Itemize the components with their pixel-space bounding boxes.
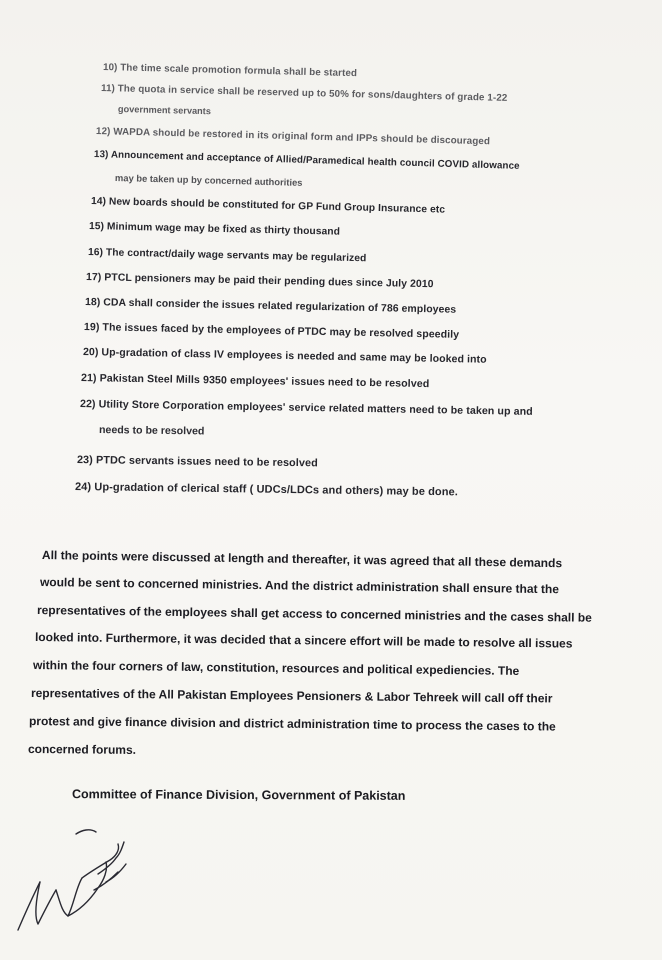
list-item-24: 24) Up-gradation of clerical staff ( UDCs/LDCs and others) may be done. <box>74 481 459 499</box>
paragraph-line: concerned forums. <box>27 742 137 757</box>
paragraph-line: looked into. Furthermore, it was decided that a sincere effort will be made to resolve all issues <box>34 630 573 651</box>
list-item-23: 23) PTDC servants issues need to be resolved <box>76 454 318 470</box>
list-item-13-continuation: may be taken up by concerned authorities <box>114 172 303 188</box>
list-item-15: 15) Minimum wage may be fixed as thirty thousand <box>88 221 341 238</box>
committee-name: Committee of Finance Division, Government of Pakistan <box>71 787 406 803</box>
list-item-11-continuation: government servants <box>117 104 212 117</box>
paragraph-line: All the points were discussed at length and thereafter, it was agreed that all these demands <box>41 548 563 571</box>
paragraph-line: within the four corners of law, constitution, resources and political expediencies. The <box>32 658 520 678</box>
paragraph-line: protest and give finance division and district administration time to process the cases to the <box>28 714 556 734</box>
paragraph-line: representatives of the employees shall get access to concerned ministries and the cases shall be <box>36 603 592 625</box>
list-item-17: 17) PTCL pensioners may be paid their pending dues since July 2010 <box>85 272 434 291</box>
list-item-13: 13) Announcement and acceptance of Allied/Paramedical health council COVID allowance <box>93 149 520 172</box>
list-item-22-continuation: needs to be resolved <box>98 424 205 438</box>
list-item-21: 21) Pakistan Steel Mills 9350 employees' issues need to be resolved <box>80 372 430 391</box>
list-item-11: 11) The quota in service shall be reserved up to 50% for sons/daughters of grade 1-22 <box>100 83 508 104</box>
paragraph-line: would be sent to concerned ministries. And the district administration shall ensure that the <box>39 575 560 597</box>
list-item-20: 20) Up-gradation of class IV employees is needed and same may be looked into <box>82 346 487 366</box>
list-item-19: 19) The issues faced by the employees of PTDC may be resolved speedily <box>83 321 460 341</box>
paragraph-line: representatives of the All Pakistan Employees Pensioners & Labor Tehreek will call off their <box>30 686 553 706</box>
list-item-12: 12) WAPDA should be restored in its original form and IPPs should be discouraged <box>95 126 491 148</box>
list-item-18: 18) CDA shall consider the issues related regularization of 786 employees <box>84 297 457 316</box>
list-item-10: 10) The time scale promotion formula shall be started <box>102 62 358 80</box>
signature <box>10 820 140 940</box>
list-item-14: 14) New boards should be constituted for GP Fund Group Insurance etc <box>90 196 446 216</box>
list-item-16: 16) The contract/daily wage servants may be regularized <box>87 247 367 265</box>
list-item-22: 22) Utility Store Corporation employees' service related matters need to be taken up and <box>79 398 533 418</box>
